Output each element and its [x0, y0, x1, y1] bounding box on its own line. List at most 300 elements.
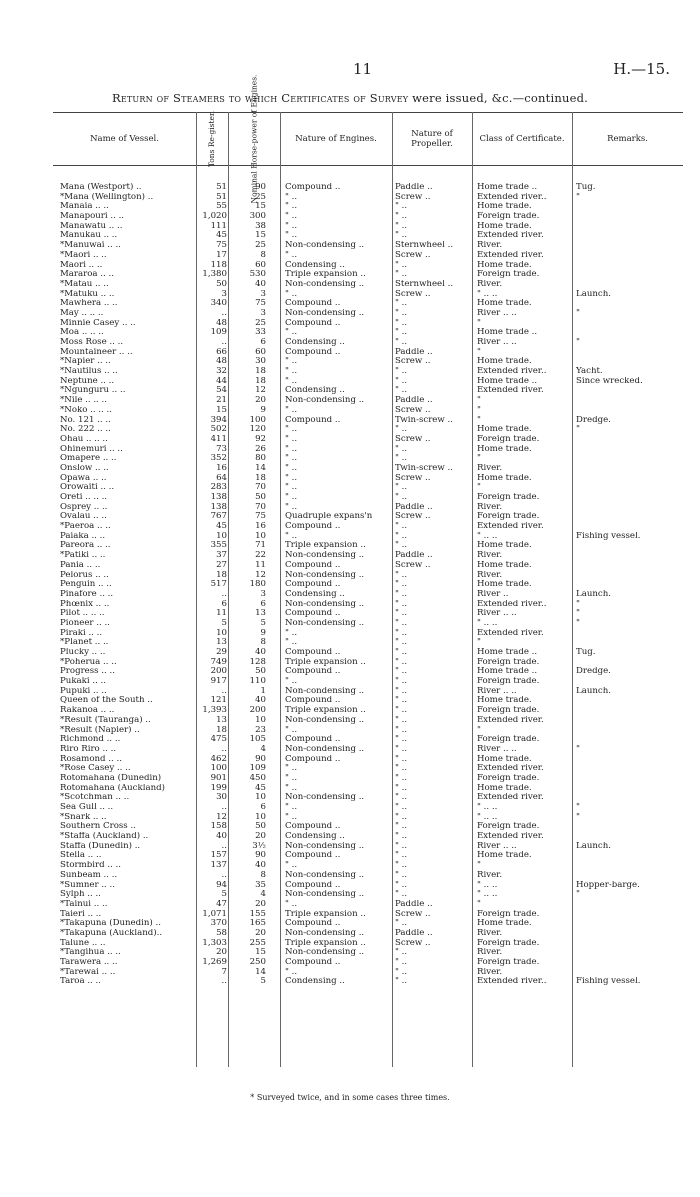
- class-of-certificate: Home trade.: [477, 919, 532, 929]
- tons-register: 15: [216, 405, 227, 415]
- vessel-name: Plucky .. ..: [60, 648, 106, 657]
- nature-of-propeller: " ..: [395, 308, 408, 318]
- nature-of-engines: Triple expansion ..: [285, 938, 366, 948]
- horse-power: 92: [255, 434, 266, 444]
- horse-power: 255: [249, 938, 266, 948]
- table-row: [0, 483, 700, 493]
- tons-register: 51: [216, 183, 227, 192]
- tons-register: 54: [216, 386, 227, 396]
- nature-of-propeller: " ..: [395, 677, 408, 687]
- table-row: [0, 580, 700, 590]
- horse-power: 22: [255, 551, 266, 561]
- nature-of-propeller: " ..: [395, 861, 408, 871]
- nature-of-propeller: " ..: [395, 919, 408, 929]
- vessel-name: *Takapuna (Dunedin) ..: [60, 919, 161, 929]
- vessel-name: *Ngunguru .. ..: [60, 386, 126, 396]
- horse-power: 90: [255, 851, 266, 861]
- class-of-certificate: River .. ..: [477, 338, 517, 347]
- nature-of-propeller: " ..: [395, 609, 408, 619]
- nature-of-propeller: " ..: [395, 522, 408, 532]
- table-body: [0, 183, 700, 987]
- table-row: [0, 871, 700, 881]
- tons-register: 370: [210, 919, 227, 929]
- horse-power: 6: [260, 338, 266, 347]
- horse-power: 11: [255, 560, 266, 570]
- horse-power: 8: [260, 250, 266, 260]
- class-of-certificate: Home trade.: [477, 560, 532, 570]
- table-row: [0, 571, 700, 581]
- nature-of-propeller: " ..: [395, 706, 408, 716]
- tons-register: 1,393: [202, 706, 227, 716]
- table-row: [0, 212, 700, 222]
- vessel-name: Moa .. .. ..: [60, 328, 104, 338]
- nature-of-propeller: " ..: [395, 783, 408, 793]
- vessel-name: May .. .. ..: [60, 308, 104, 318]
- vessel-name: Rakanoa .. ..: [60, 706, 115, 716]
- remarks: Tug.: [576, 183, 596, 192]
- table-row: [0, 396, 700, 406]
- tons-register: 111: [210, 221, 227, 231]
- vessel-name: Tarawera .. ..: [60, 958, 118, 967]
- class-of-certificate: River .. ..: [477, 609, 517, 619]
- remarks: ": [576, 618, 580, 628]
- nature-of-propeller: " ..: [395, 367, 408, 377]
- horse-power: 9: [260, 405, 266, 415]
- class-of-certificate: River.: [477, 551, 503, 561]
- table-row: [0, 193, 700, 203]
- horse-power: 13: [255, 609, 266, 619]
- class-of-certificate: Home trade.: [477, 357, 532, 367]
- vessel-name: Pinafore .. ..: [60, 589, 114, 599]
- nature-of-engines: Compound ..: [285, 522, 341, 532]
- class-of-certificate: River .. ..: [477, 686, 517, 696]
- vessel-name: Rosamond .. ..: [60, 754, 122, 764]
- tons-register: 75: [216, 241, 227, 251]
- tons-register: 10: [216, 531, 227, 541]
- remarks: ": [576, 308, 580, 318]
- class-of-certificate: Home trade.: [477, 783, 532, 793]
- class-of-certificate: Home trade ..: [477, 648, 538, 657]
- table-row: [0, 774, 700, 784]
- table-row: [0, 764, 700, 774]
- vessel-name: Maori .. ..: [60, 260, 103, 270]
- table-row: [0, 929, 700, 939]
- header-remarks: Remarks.: [607, 134, 648, 144]
- class-of-certificate: Foreign trade.: [477, 706, 540, 716]
- vessel-name: Southern Cross ..: [60, 822, 136, 832]
- table-row: [0, 822, 700, 832]
- tons-register: 502: [210, 425, 227, 435]
- vessel-name: *Maori .. ..: [60, 250, 107, 260]
- tons-register: ..: [221, 686, 227, 696]
- nature-of-propeller: Paddle ..: [395, 899, 433, 909]
- nature-of-propeller: " ..: [395, 231, 408, 241]
- class-of-certificate: " .. ..: [477, 803, 498, 812]
- class-of-certificate: ": [477, 396, 481, 406]
- nature-of-engines: " ..: [285, 192, 298, 202]
- tons-register: 1,303: [202, 938, 227, 948]
- table-row: [0, 648, 700, 658]
- class-of-certificate: Foreign trade.: [477, 212, 540, 222]
- tons-register: ..: [221, 744, 227, 754]
- class-of-certificate: Foreign trade.: [477, 773, 540, 783]
- nature-of-propeller: " ..: [395, 832, 408, 842]
- nature-of-engines: Non-condensing ..: [285, 308, 365, 318]
- horse-power: 15: [255, 231, 266, 241]
- table-row: [0, 416, 700, 426]
- tons-register: 462: [210, 754, 227, 764]
- nature-of-engines: " ..: [285, 425, 298, 435]
- horse-power: 10: [255, 531, 266, 541]
- remarks: Yacht.: [576, 367, 603, 377]
- nature-of-propeller: Screw ..: [395, 289, 431, 299]
- nature-of-engines: " ..: [285, 405, 298, 415]
- table-row: [0, 677, 700, 687]
- tons-register: 1,071: [202, 909, 227, 919]
- tons-register: 18: [216, 725, 227, 735]
- nature-of-propeller: Screw ..: [395, 512, 431, 522]
- remarks: Dredge.: [576, 667, 611, 677]
- title-main: Return of Steamers to which Certificates of Survey: [111, 91, 409, 105]
- nature-of-engines: Compound ..: [285, 851, 341, 861]
- class-of-certificate: " .. ..: [477, 531, 498, 541]
- nature-of-propeller: " ..: [395, 793, 408, 803]
- nature-of-engines: Condensing ..: [285, 386, 345, 396]
- header-propeller: Nature of Propeller.: [411, 129, 453, 149]
- remarks: ": [576, 338, 580, 347]
- vessel-name: Staffa (Dunedin) ..: [60, 841, 141, 851]
- nature-of-engines: Condensing ..: [285, 338, 345, 347]
- tons-register: ..: [221, 338, 227, 347]
- horse-power: 8: [260, 638, 266, 648]
- tons-register: 138: [210, 502, 227, 512]
- tons-register: ..: [221, 803, 227, 812]
- nature-of-engines: Condensing ..: [285, 832, 345, 842]
- nature-of-engines: Triple expansion ..: [285, 909, 366, 919]
- class-of-certificate: " .. ..: [477, 618, 498, 628]
- horse-power: 70: [255, 483, 266, 493]
- nature-of-engines: Compound ..: [285, 183, 341, 192]
- horse-power: 12: [255, 386, 266, 396]
- tons-register: 55: [216, 202, 227, 212]
- remarks: Launch.: [576, 289, 611, 299]
- nature-of-engines: Compound ..: [285, 318, 341, 328]
- horse-power: 4: [260, 744, 266, 754]
- vessel-name: Minnie Casey .. ..: [60, 318, 136, 328]
- vessel-name: Ohau .. .. ..: [60, 434, 108, 444]
- horse-power: 105: [249, 735, 266, 745]
- tons-register: 901: [210, 773, 227, 783]
- tons-register: 51: [216, 192, 227, 202]
- tons-register: 32: [216, 367, 227, 377]
- tons-register: 73: [216, 444, 227, 454]
- horse-power: 300: [249, 212, 266, 222]
- horse-power: 10: [255, 812, 266, 822]
- vessel-name: *Poherua .. ..: [60, 657, 117, 667]
- vessel-name: Queen of the South ..: [60, 696, 153, 706]
- nature-of-propeller: Screw ..: [395, 192, 431, 202]
- nature-of-engines: " ..: [285, 434, 298, 444]
- class-of-certificate: Extended river.: [477, 231, 544, 241]
- tons-register: 283: [210, 483, 227, 493]
- table-row: [0, 784, 700, 794]
- tons-register: 6: [221, 599, 227, 609]
- vessel-name: Penguin .. ..: [60, 580, 112, 590]
- horse-power: 16: [255, 522, 266, 532]
- remarks: ": [576, 599, 580, 609]
- table-row: [0, 716, 700, 726]
- class-of-certificate: Extended river.: [477, 250, 544, 260]
- horse-power: 8: [260, 870, 266, 880]
- class-of-certificate: River.: [477, 279, 503, 289]
- nature-of-engines: " ..: [285, 725, 298, 735]
- class-of-certificate: Home trade.: [477, 221, 532, 231]
- class-of-certificate: Extended river..: [477, 367, 547, 377]
- nature-of-propeller: " ..: [395, 841, 408, 851]
- vessel-name: *Scotchman .. ..: [60, 793, 130, 803]
- horse-power: 75: [255, 512, 266, 522]
- nature-of-propeller: Screw ..: [395, 473, 431, 483]
- class-of-certificate: Home trade.: [477, 473, 532, 483]
- nature-of-propeller: " ..: [395, 328, 408, 338]
- table-row: [0, 328, 700, 338]
- nature-of-engines: Triple expansion ..: [285, 270, 366, 280]
- class-of-certificate: ": [477, 454, 481, 464]
- nature-of-propeller: " ..: [395, 870, 408, 880]
- vessel-name: Richmond .. ..: [60, 735, 121, 745]
- table-row: [0, 261, 700, 271]
- nature-of-engines: Compound ..: [285, 609, 341, 619]
- nature-of-propeller: " ..: [395, 948, 408, 958]
- class-of-certificate: Home trade.: [477, 541, 532, 551]
- nature-of-propeller: Screw ..: [395, 357, 431, 367]
- nature-of-propeller: " ..: [395, 589, 408, 599]
- nature-of-engines: Non-condensing ..: [285, 793, 365, 803]
- tons-register: 137: [210, 861, 227, 871]
- nature-of-propeller: Paddle ..: [395, 502, 433, 512]
- horse-power: 75: [255, 299, 266, 309]
- table-row: [0, 251, 700, 261]
- vessel-name: *Nile .. .. ..: [60, 396, 107, 406]
- vessel-name: Pioneer .. ..: [60, 618, 110, 628]
- table-row: [0, 503, 700, 513]
- vessel-name: Omapere .. ..: [60, 454, 117, 464]
- horse-power: 109: [249, 764, 266, 774]
- class-of-certificate: River.: [477, 463, 503, 473]
- tons-register: 1,380: [202, 270, 227, 280]
- nature-of-engines: Non-condensing ..: [285, 715, 365, 725]
- horse-power: 200: [249, 706, 266, 716]
- nature-of-propeller: Paddle ..: [395, 183, 433, 192]
- class-of-certificate: ": [477, 725, 481, 735]
- nature-of-engines: " ..: [285, 444, 298, 454]
- nature-of-engines: Condensing ..: [285, 589, 345, 599]
- vessel-name: Ovalau .. ..: [60, 512, 107, 522]
- class-of-certificate: ": [477, 347, 481, 357]
- tons-register: 158: [210, 822, 227, 832]
- class-of-certificate: Home trade.: [477, 444, 532, 454]
- remarks: Launch.: [576, 589, 611, 599]
- nature-of-engines: Non-condensing ..: [285, 870, 365, 880]
- horse-power: 38: [255, 221, 266, 231]
- nature-of-propeller: " ..: [395, 338, 408, 347]
- table-row: [0, 919, 700, 929]
- nature-of-propeller: " ..: [395, 221, 408, 231]
- page-number: 11: [353, 60, 373, 78]
- vessel-name: Sylph .. ..: [60, 890, 101, 900]
- table-row: [0, 755, 700, 765]
- nature-of-propeller: " ..: [395, 715, 408, 725]
- class-of-certificate: Foreign trade.: [477, 512, 540, 522]
- vessel-name: Talune .. ..: [60, 938, 106, 948]
- nature-of-engines: Non-condensing ..: [285, 686, 365, 696]
- vessel-name: Mana (Westport) ..: [60, 183, 142, 192]
- nature-of-engines: " ..: [285, 367, 298, 377]
- class-of-certificate: River.: [477, 948, 503, 958]
- vessel-name: *Napier .. ..: [60, 357, 111, 367]
- nature-of-propeller: " ..: [395, 880, 408, 890]
- horse-power: 18: [255, 473, 266, 483]
- nature-of-propeller: " ..: [395, 531, 408, 541]
- table-row: [0, 270, 700, 280]
- header-class: Class of Certificate.: [479, 134, 565, 144]
- nature-of-engines: Non-condensing ..: [285, 551, 365, 561]
- vessel-name: Sunbeam .. ..: [60, 870, 118, 880]
- horse-power: 250: [249, 958, 266, 967]
- table-row: [0, 299, 700, 309]
- vessel-name: *Noko .. .. ..: [60, 405, 112, 415]
- table-row: [0, 977, 700, 987]
- nature-of-propeller: " ..: [395, 803, 408, 812]
- table-row: [0, 726, 700, 736]
- horse-power: 4: [260, 890, 266, 900]
- nature-of-engines: Compound ..: [285, 754, 341, 764]
- table-row: [0, 851, 700, 861]
- vessel-name: *Sumner .. ..: [60, 880, 115, 890]
- horse-power: 35: [255, 880, 266, 890]
- page-reference: H.—15.: [613, 60, 670, 78]
- tons-register: 18: [216, 570, 227, 580]
- horse-power: 128: [249, 657, 266, 667]
- horse-power: 5: [260, 618, 266, 628]
- table-row: [0, 280, 700, 290]
- class-of-certificate: " .. ..: [477, 890, 498, 900]
- nature-of-engines: Condensing ..: [285, 260, 345, 270]
- horse-power: 165: [249, 919, 266, 929]
- nature-of-engines: " ..: [285, 473, 298, 483]
- table-row: [0, 512, 700, 522]
- horse-power: 3½: [252, 841, 266, 851]
- tons-register: ..: [221, 841, 227, 851]
- nature-of-propeller: Screw ..: [395, 909, 431, 919]
- horse-power: 60: [255, 260, 266, 270]
- class-of-certificate: Extended river.: [477, 522, 544, 532]
- vessel-name: Osprey .. ..: [60, 502, 108, 512]
- tons-register: 48: [216, 318, 227, 328]
- class-of-certificate: " .. ..: [477, 289, 498, 299]
- nature-of-propeller: Screw ..: [395, 250, 431, 260]
- class-of-certificate: Home trade.: [477, 260, 532, 270]
- nature-of-engines: Compound ..: [285, 696, 341, 706]
- horse-power: 33: [255, 328, 266, 338]
- nature-of-engines: Non-condensing ..: [285, 396, 365, 406]
- horse-power: 5: [260, 977, 266, 987]
- class-of-certificate: Foreign trade.: [477, 958, 540, 967]
- nature-of-propeller: " ..: [395, 425, 408, 435]
- vessel-name: Orowaiti .. ..: [60, 483, 115, 493]
- class-of-certificate: Extended river.: [477, 832, 544, 842]
- table-row: [0, 202, 700, 212]
- horse-power: 10: [255, 793, 266, 803]
- class-of-certificate: Home trade.: [477, 754, 532, 764]
- tons-register: 157: [210, 851, 227, 861]
- class-of-certificate: Home trade.: [477, 299, 532, 309]
- class-of-certificate: ": [477, 405, 481, 415]
- horse-power: 71: [255, 541, 266, 551]
- tons-register: 200: [210, 667, 227, 677]
- nature-of-propeller: " ..: [395, 696, 408, 706]
- nature-of-propeller: " ..: [395, 851, 408, 861]
- vessel-name: Mawhera .. ..: [60, 299, 118, 309]
- table-row: [0, 948, 700, 958]
- vessel-name: *Planet .. ..: [60, 638, 109, 648]
- vessel-name: *Patiki .. ..: [60, 551, 106, 561]
- nature-of-propeller: Twin-screw ..: [395, 415, 453, 425]
- class-of-certificate: " .. ..: [477, 880, 498, 890]
- table-row: [0, 522, 700, 532]
- nature-of-propeller: " ..: [395, 686, 408, 696]
- horse-power: 15: [255, 948, 266, 958]
- remarks: ": [576, 609, 580, 619]
- class-of-certificate: River.: [477, 502, 503, 512]
- nature-of-propeller: " ..: [395, 202, 408, 212]
- nature-of-propeller: " ..: [395, 744, 408, 754]
- vessel-name: Mountaineer .. ..: [60, 347, 133, 357]
- vessel-name: Rotomahana (Dunedin): [60, 773, 162, 783]
- class-of-certificate: ": [477, 899, 481, 909]
- nature-of-engines: " ..: [285, 773, 298, 783]
- table-row: [0, 541, 700, 551]
- table-row: [0, 638, 700, 648]
- remarks: Fishing vessel.: [576, 531, 641, 541]
- horse-power: 90: [255, 183, 266, 192]
- header-name: Name of Vessel.: [90, 134, 159, 144]
- tons-register: 37: [216, 551, 227, 561]
- vessel-name: Stella .. ..: [60, 851, 102, 861]
- class-of-certificate: Extended river.: [477, 386, 544, 396]
- table-row: [0, 832, 700, 842]
- tons-register: 340: [210, 299, 227, 309]
- horse-power: 50: [255, 667, 266, 677]
- nature-of-propeller: " ..: [395, 967, 408, 977]
- horse-power: 6: [260, 599, 266, 609]
- table-row: [0, 367, 700, 377]
- tons-register: 1,020: [202, 212, 227, 222]
- table-row: [0, 348, 700, 358]
- table-row: [0, 667, 700, 677]
- horse-power: 3: [260, 289, 266, 299]
- horse-power: 9: [260, 628, 266, 638]
- horse-power: 20: [255, 899, 266, 909]
- tons-register: 100: [210, 764, 227, 774]
- tons-register: 3: [221, 289, 227, 299]
- nature-of-propeller: " ..: [395, 570, 408, 580]
- table-row: [0, 706, 700, 716]
- tons-register: 7: [221, 967, 227, 977]
- nature-of-propeller: " ..: [395, 618, 408, 628]
- table-row: [0, 658, 700, 668]
- class-of-certificate: ": [477, 638, 481, 648]
